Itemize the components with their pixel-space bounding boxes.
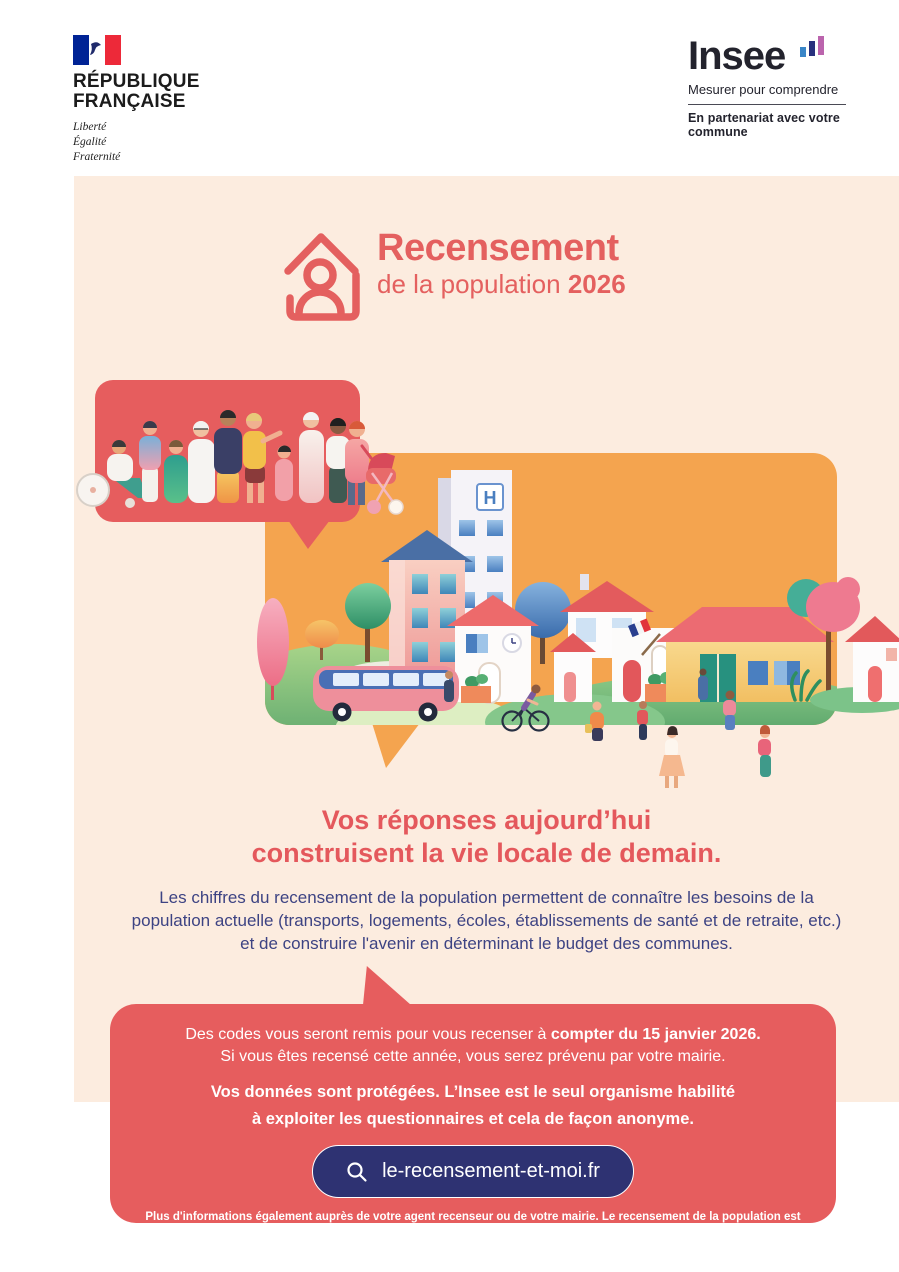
pedestrian xyxy=(659,726,685,788)
insee-tagline: Mesurer pour comprendre xyxy=(688,82,839,97)
content-panel xyxy=(74,176,899,1102)
republique-francaise-logo xyxy=(73,35,273,165)
insee-logo xyxy=(688,36,846,139)
recensement-logo xyxy=(283,228,626,322)
pedestrian xyxy=(444,671,454,702)
french-flag-icon xyxy=(73,35,121,65)
search-icon xyxy=(346,1161,368,1183)
footer-note: Plus d'informations également auprès de votre agent recenseur ou de votre mairie. Le recensement de la population est gratuit. xyxy=(145,1211,801,1237)
motto: Liberté Égalité Fraternité xyxy=(73,121,121,163)
hospital-h-sign: H xyxy=(483,488,497,508)
main-heading: Vos réponses aujourd’hui construisent la vie locale de demain. xyxy=(251,805,722,868)
codes-text: Des codes vous seront remis pour vous recenser à compter du 15 janvier 2026. Si vous êtes recensé cette année, vous serez prévenu par votre mairie. xyxy=(185,1026,761,1065)
insee-wordmark: Insee xyxy=(688,34,786,78)
divider xyxy=(688,104,846,105)
logo-subtitle: de la population 2026 xyxy=(377,269,626,299)
bar-chart-icon xyxy=(800,37,826,59)
pedestrian xyxy=(758,725,771,777)
town-and-people-illustration xyxy=(74,370,899,800)
data-protection-text: Vos données sont protégées. L’Insee est le seul organisme habilité à exploiter les questionnaires et cela de façon anonyme. xyxy=(210,1083,736,1128)
marianne-silhouette xyxy=(73,35,121,65)
partnership-text: En partenariat avec votre commune xyxy=(688,111,840,139)
info-box xyxy=(110,1004,836,1237)
republique-francaise-wordmark: RÉPUBLIQUE FRANÇAISE xyxy=(73,71,200,112)
intro-paragraph: Les chiffres du recensement de la population permettent de connaître les besoins de la population actuelle (transports, logements, écoles, établissements de santé et de retraite, etc.) et de construire l'avenir en déterminant le budget des communes. xyxy=(131,888,842,953)
house-person-icon xyxy=(283,228,363,322)
logo-title: Recensement xyxy=(377,227,619,269)
website-button[interactable] xyxy=(312,1145,634,1198)
website-url: le-recensement-et-moi.fr xyxy=(382,1160,600,1182)
